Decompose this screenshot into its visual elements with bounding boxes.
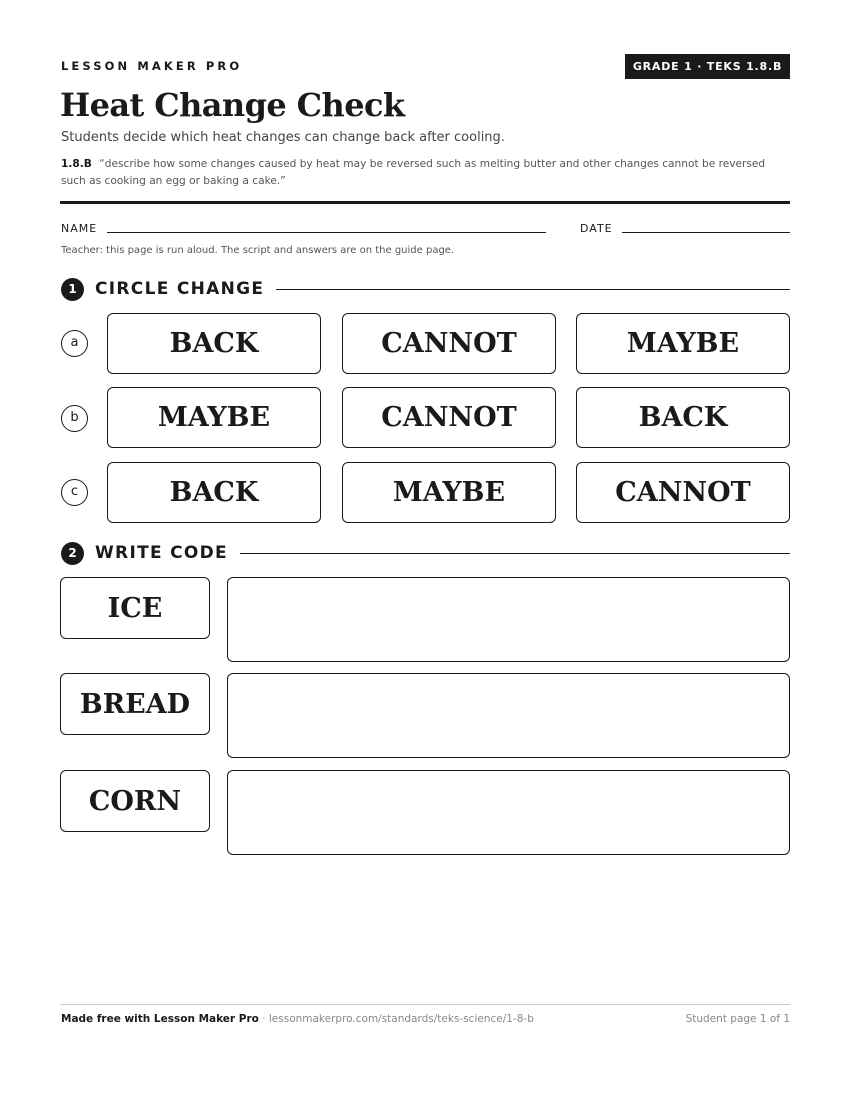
name-label: NAME [61, 222, 98, 235]
footer-separator: · [258, 1013, 269, 1025]
choice-c-2[interactable]: MAYBE [342, 462, 556, 523]
section-number-badge: 2 [61, 542, 84, 565]
row-letter-b: b [61, 405, 88, 432]
choice-b-3[interactable]: BACK [576, 387, 790, 448]
choice-a-3[interactable]: MAYBE [576, 313, 790, 374]
section-write-code-header [61, 541, 790, 565]
choice-c-1[interactable]: BACK [107, 462, 321, 523]
date-label: DATE [580, 222, 613, 235]
choice-c-3[interactable]: CANNOT [576, 462, 790, 523]
name-write-line[interactable] [107, 232, 546, 233]
standard-code: 1.8.B [61, 158, 92, 170]
choice-b-2[interactable]: CANNOT [342, 387, 556, 448]
choice-b-1[interactable]: MAYBE [107, 387, 321, 448]
word-card-bread: BREAD [60, 673, 210, 735]
row-letter-c: c [61, 479, 88, 506]
standard-text: “describe how some changes caused by heat may be reversed such as melting butter and other changes cannot be reversed such as cooking an egg or baking a cake.” [61, 158, 766, 187]
footer-made-with: Made free with Lesson Maker Pro [61, 1013, 259, 1025]
section-title: WRITE CODE [95, 543, 228, 563]
brand-name: LESSON MAKER PRO [61, 59, 243, 73]
footer-page-number: Student page 1 of 1 [685, 1013, 790, 1025]
section-circle-change-header [61, 277, 790, 301]
choice-a-2[interactable]: CANNOT [342, 313, 556, 374]
section-rule [240, 553, 790, 554]
row-letter-a: a [61, 330, 88, 357]
standard-description [61, 156, 791, 190]
page-title: Heat Change Check [60, 86, 405, 124]
section-rule [276, 289, 790, 290]
choice-a-1[interactable]: BACK [107, 313, 321, 374]
word-card-corn: CORN [60, 770, 210, 832]
header-divider [60, 201, 790, 204]
grade-badge: GRADE 1 · TEKS 1.8.B [625, 54, 790, 79]
section-title: CIRCLE CHANGE [95, 279, 265, 299]
footer-url-link[interactable]: lessonmakerpro.com/standards/teks-science/1-8-b [268, 1013, 534, 1025]
answer-box-ice[interactable] [227, 577, 790, 662]
footer-credit [61, 1013, 534, 1025]
footer-divider [60, 1004, 790, 1005]
section-number-badge: 1 [61, 278, 84, 301]
answer-box-corn[interactable] [227, 770, 790, 855]
date-write-line[interactable] [622, 232, 790, 233]
teacher-note: Teacher: this page is run aloud. The script and answers are on the guide page. [61, 245, 455, 256]
page-subtitle: Students decide which heat changes can change back after cooling. [61, 130, 505, 145]
word-card-ice: ICE [60, 577, 210, 639]
answer-box-bread[interactable] [227, 673, 790, 758]
